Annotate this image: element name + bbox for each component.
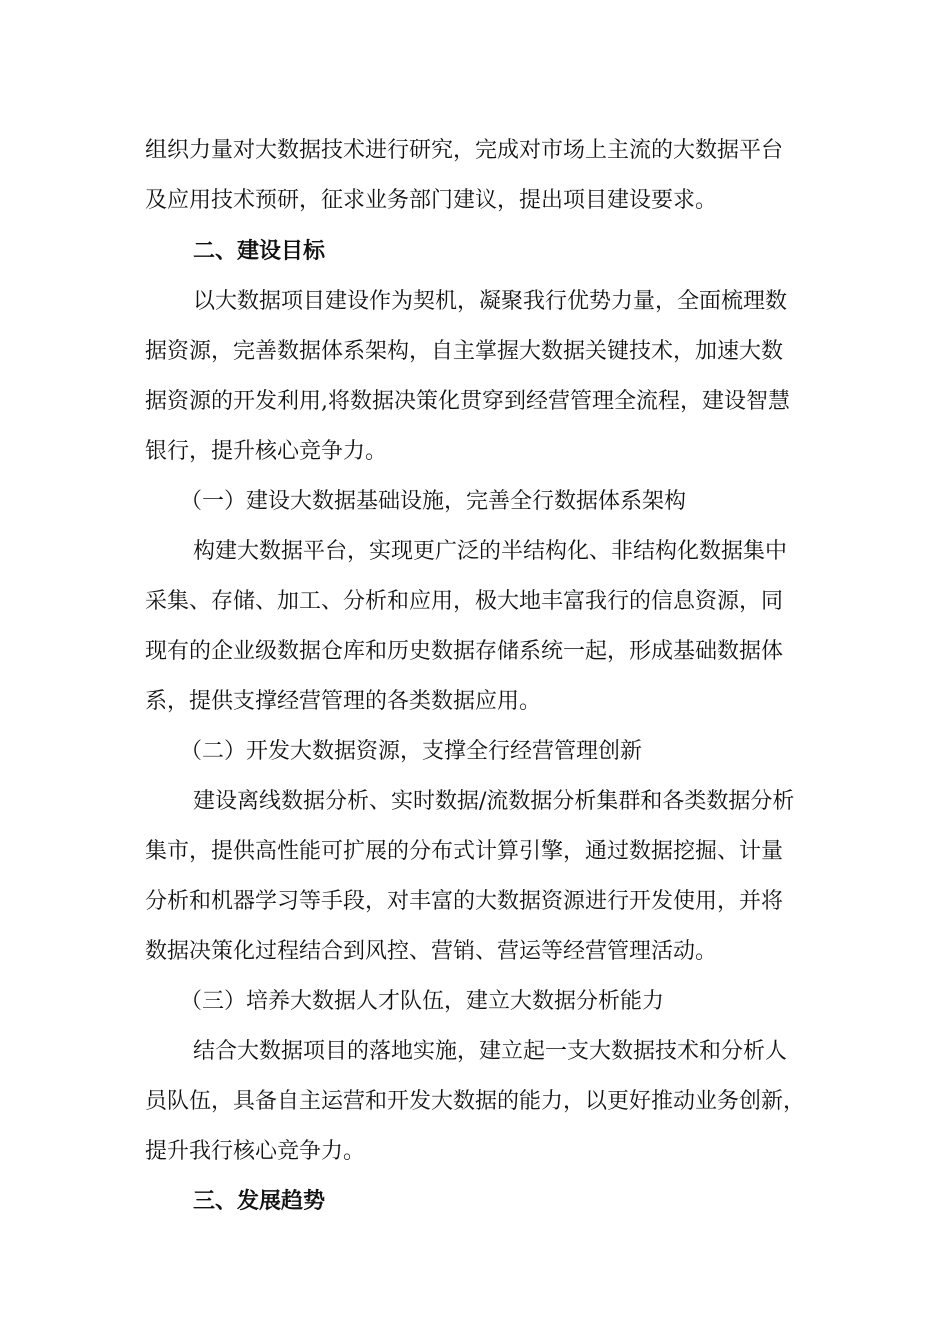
paragraph-line: 及应用技术预研，征求业务部门建议，提出项目建设要求。 <box>145 188 718 213</box>
paragraph-line: 据资源，完善数据体系架构，自主掌握大数据关键技术，加速大数 <box>145 339 784 364</box>
paragraph-line: 员队伍，具备自主运营和开发大数据的能力，以更好推动业务创新， <box>145 1089 806 1114</box>
section-heading-goals: 二、建设目标 <box>193 239 326 264</box>
paragraph-line: 系，提供支撑经营管理的各类数据应用。 <box>145 689 542 714</box>
section-heading-trends: 三、发展趋势 <box>193 1189 326 1214</box>
subsection-heading-2: （二）开发大数据资源，支撑全行经营管理创新 <box>180 739 643 764</box>
paragraph-line: 提升我行核心竞争力。 <box>145 1139 366 1164</box>
subsection-heading-3: （三）培养大数据人才队伍，建立大数据分析能力 <box>180 989 665 1014</box>
paragraph-line: 结合大数据项目的落地实施，建立起一支大数据技术和分析人 <box>193 1039 788 1064</box>
paragraph-line: 数据决策化过程结合到风控、营销、营运等经营管理活动。 <box>145 939 718 964</box>
paragraph-line: 现有的企业级数据仓库和历史数据存储系统一起，形成基础数据体 <box>145 639 784 664</box>
paragraph-line: 采集、存储、加工、分析和应用，极大地丰富我行的信息资源，同 <box>145 589 784 614</box>
paragraph-line: 据资源的开发利用,将数据决策化贯穿到经营管理全流程，建设智慧 <box>145 389 790 414</box>
paragraph-line: 建设离线数据分析、实时数据/流数据分析集群和各类数据分析 <box>193 789 795 814</box>
subsection-heading-1: （一）建设大数据基础设施，完善全行数据体系架构 <box>180 489 687 514</box>
paragraph-line: 组织力量对大数据技术进行研究，完成对市场上主流的大数据平台 <box>145 138 784 163</box>
paragraph-line: 分析和机器学习等手段，对丰富的大数据资源进行开发使用，并将 <box>145 889 784 914</box>
paragraph-line: 集市，提供高性能可扩展的分布式计算引擎，通过数据挖掘、计量 <box>145 839 784 864</box>
paragraph-line: 以大数据项目建设作为契机，凝聚我行优势力量，全面梳理数 <box>193 289 788 314</box>
paragraph-line: 银行，提升核心竞争力。 <box>145 439 388 464</box>
paragraph-line: 构建大数据平台，实现更广泛的半结构化、非结构化数据集中 <box>193 539 788 564</box>
